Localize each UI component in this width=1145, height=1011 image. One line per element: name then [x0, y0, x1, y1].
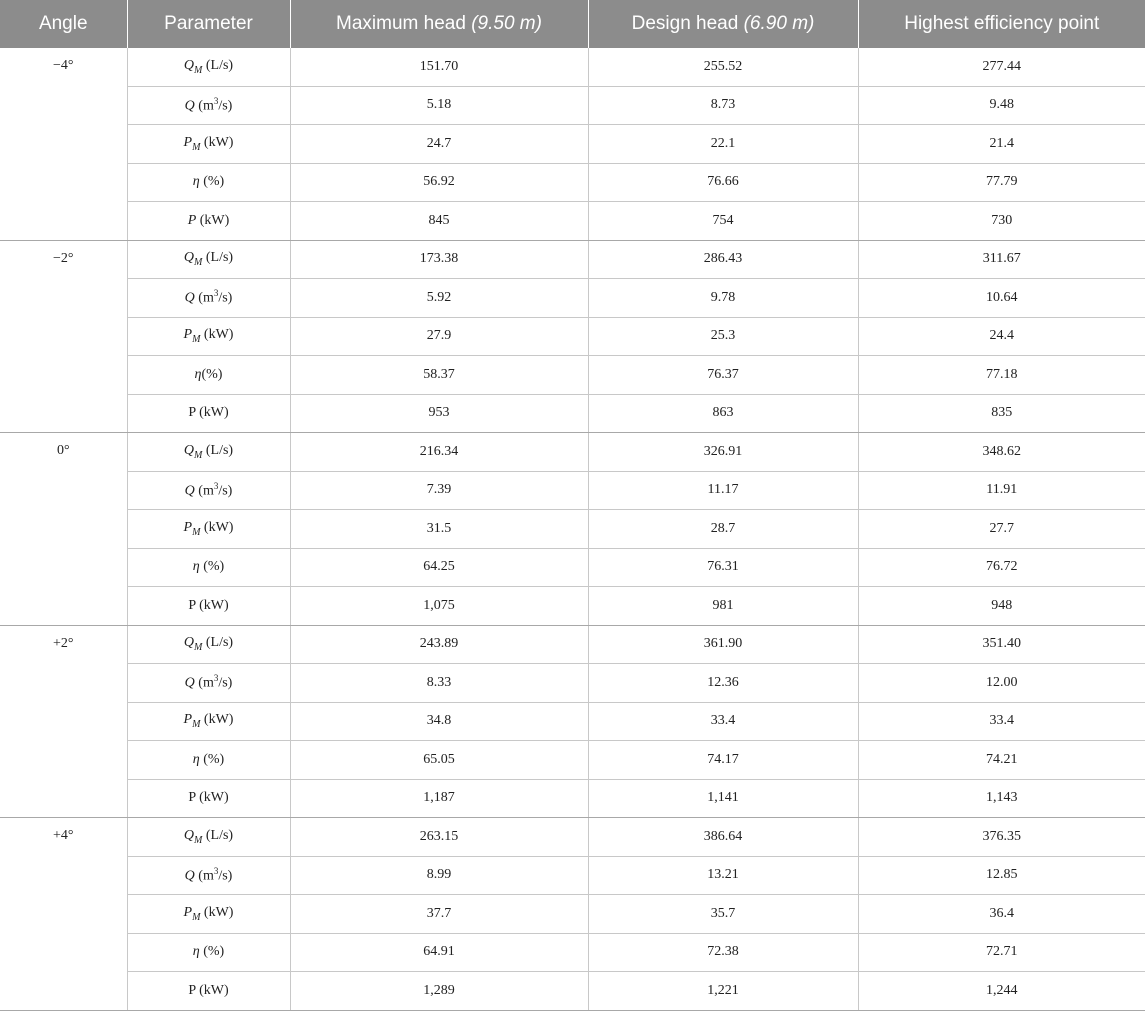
value-max-head: 65.05 [290, 741, 588, 780]
value-highest-efficiency: 21.4 [858, 125, 1145, 164]
value-design-head: 72.38 [588, 933, 858, 972]
angle-cell: −2° [0, 240, 127, 433]
value-max-head: 5.92 [290, 279, 588, 318]
value-design-head: 981 [588, 587, 858, 626]
value-design-head: 76.37 [588, 356, 858, 395]
value-max-head: 1,075 [290, 587, 588, 626]
value-max-head: 58.37 [290, 356, 588, 395]
value-max-head: 7.39 [290, 471, 588, 510]
value-design-head: 22.1 [588, 125, 858, 164]
param-qm: $Q_M$ (L/s) [127, 48, 290, 86]
param-q: Q $(m^3/s)$ [127, 664, 290, 703]
param-p: P (kW) [127, 972, 290, 1011]
table-row [0, 202, 1145, 241]
value-max-head: 37.7 [290, 895, 588, 934]
value-design-head: 76.31 [588, 548, 858, 587]
angle-cell: +2° [0, 625, 127, 818]
table-row [0, 895, 1145, 934]
angle-cell: −4° [0, 48, 127, 240]
value-design-head: 386.64 [588, 818, 858, 857]
table-row [0, 240, 1145, 279]
value-design-head: 74.17 [588, 741, 858, 780]
param-p: P (kW) [127, 779, 290, 818]
param-eta: η (%) [127, 933, 290, 972]
value-highest-efficiency: 27.7 [858, 510, 1145, 549]
param-q: Q $(m^3/s)$ [127, 856, 290, 895]
value-max-head: 8.33 [290, 664, 588, 703]
value-design-head: 1,221 [588, 972, 858, 1011]
param-qm: $Q_M$ (L/s) [127, 433, 290, 472]
table-row [0, 818, 1145, 857]
table-row [0, 279, 1145, 318]
table-row [0, 548, 1145, 587]
header-parameter: Parameter [127, 0, 290, 48]
value-highest-efficiency: 348.62 [858, 433, 1145, 472]
value-design-head: 255.52 [588, 48, 858, 86]
value-max-head: 216.34 [290, 433, 588, 472]
value-highest-efficiency: 351.40 [858, 625, 1145, 664]
angle-cell: 0° [0, 433, 127, 626]
param-qm: $Q_M$ (L/s) [127, 818, 290, 857]
table-row [0, 779, 1145, 818]
table-row [0, 471, 1145, 510]
value-max-head: 243.89 [290, 625, 588, 664]
value-highest-efficiency: 33.4 [858, 702, 1145, 741]
value-highest-efficiency: 1,244 [858, 972, 1145, 1011]
value-highest-efficiency: 376.35 [858, 818, 1145, 857]
value-highest-efficiency: 76.72 [858, 548, 1145, 587]
value-highest-efficiency: 36.4 [858, 895, 1145, 934]
param-eta: η (%) [127, 548, 290, 587]
header-max-head-value: (9.50 m) [471, 13, 542, 34]
table-row [0, 48, 1145, 86]
value-design-head: 12.36 [588, 664, 858, 703]
param-qm: $Q_M$ (L/s) [127, 240, 290, 279]
param-qm: $Q_M$ (L/s) [127, 625, 290, 664]
header-design-head-label: Design head [631, 13, 739, 34]
header-design-head-value: (6.90 m) [743, 13, 815, 34]
header-maximum-head [290, 0, 588, 48]
value-design-head: 35.7 [588, 895, 858, 934]
value-max-head: 27.9 [290, 317, 588, 356]
table-row [0, 510, 1145, 549]
value-highest-efficiency: 24.4 [858, 317, 1145, 356]
value-design-head: 33.4 [588, 702, 858, 741]
param-p: P (kW) [127, 587, 290, 626]
value-design-head: 13.21 [588, 856, 858, 895]
value-highest-efficiency: 77.18 [858, 356, 1145, 395]
table-row [0, 433, 1145, 472]
value-highest-efficiency: 835 [858, 394, 1145, 433]
value-design-head: 863 [588, 394, 858, 433]
table-row [0, 317, 1145, 356]
value-highest-efficiency: 311.67 [858, 240, 1145, 279]
header-highest-efficiency: Highest efficiency point [858, 0, 1145, 48]
param-pm: $P_M$ (kW) [127, 895, 290, 934]
value-highest-efficiency: 12.85 [858, 856, 1145, 895]
value-design-head: 754 [588, 202, 858, 241]
param-pm: $P_M$ (kW) [127, 125, 290, 164]
table-row [0, 702, 1145, 741]
table-row [0, 856, 1145, 895]
table-row [0, 933, 1145, 972]
value-design-head: 286.43 [588, 240, 858, 279]
value-highest-efficiency: 1,143 [858, 779, 1145, 818]
value-highest-efficiency: 74.21 [858, 741, 1145, 780]
value-max-head: 34.8 [290, 702, 588, 741]
value-design-head: 25.3 [588, 317, 858, 356]
value-highest-efficiency: 730 [858, 202, 1145, 241]
value-max-head: 64.91 [290, 933, 588, 972]
value-design-head: 1,141 [588, 779, 858, 818]
value-design-head: 28.7 [588, 510, 858, 549]
value-highest-efficiency: 11.91 [858, 471, 1145, 510]
header-row [0, 0, 1145, 48]
value-max-head: 64.25 [290, 548, 588, 587]
param-q: Q $(m^3/s)$ [127, 86, 290, 125]
header-design-head [588, 0, 858, 48]
param-eta: η (%) [127, 163, 290, 202]
value-highest-efficiency: 12.00 [858, 664, 1145, 703]
param-pm: $P_M$ (kW) [127, 317, 290, 356]
table-row [0, 625, 1145, 664]
table-row [0, 86, 1145, 125]
value-max-head: 56.92 [290, 163, 588, 202]
angle-cell: +4° [0, 818, 127, 1011]
value-max-head: 8.99 [290, 856, 588, 895]
value-design-head: 9.78 [588, 279, 858, 318]
value-max-head: 1,187 [290, 779, 588, 818]
param-pm: $P_M$ (kW) [127, 702, 290, 741]
table-row [0, 356, 1145, 395]
table-row [0, 394, 1145, 433]
value-highest-efficiency: 10.64 [858, 279, 1145, 318]
value-max-head: 24.7 [290, 125, 588, 164]
param-q: Q $(m^3/s)$ [127, 279, 290, 318]
value-max-head: 1,289 [290, 972, 588, 1011]
value-max-head: 173.38 [290, 240, 588, 279]
value-design-head: 326.91 [588, 433, 858, 472]
param-p: P (kW) [127, 202, 290, 241]
value-max-head: 5.18 [290, 86, 588, 125]
value-highest-efficiency: 277.44 [858, 48, 1145, 86]
table-row [0, 664, 1145, 703]
value-design-head: 8.73 [588, 86, 858, 125]
param-eta: η(%) [127, 356, 290, 395]
param-eta: η (%) [127, 741, 290, 780]
value-highest-efficiency: 9.48 [858, 86, 1145, 125]
value-design-head: 11.17 [588, 471, 858, 510]
value-highest-efficiency: 77.79 [858, 163, 1145, 202]
param-pm: $P_M$ (kW) [127, 510, 290, 549]
value-max-head: 845 [290, 202, 588, 241]
value-highest-efficiency: 948 [858, 587, 1145, 626]
value-highest-efficiency: 72.71 [858, 933, 1145, 972]
header-angle: Angle [0, 0, 127, 48]
value-max-head: 953 [290, 394, 588, 433]
value-max-head: 31.5 [290, 510, 588, 549]
value-max-head: 151.70 [290, 48, 588, 86]
table-row [0, 163, 1145, 202]
param-q: Q $(m^3/s)$ [127, 471, 290, 510]
param-p: P (kW) [127, 394, 290, 433]
table-row [0, 587, 1145, 626]
header-max-head-label: Maximum head [336, 13, 466, 34]
value-max-head: 263.15 [290, 818, 588, 857]
table-row [0, 741, 1145, 780]
value-design-head: 76.66 [588, 163, 858, 202]
value-design-head: 361.90 [588, 625, 858, 664]
table-row [0, 972, 1145, 1011]
table-row [0, 125, 1145, 164]
